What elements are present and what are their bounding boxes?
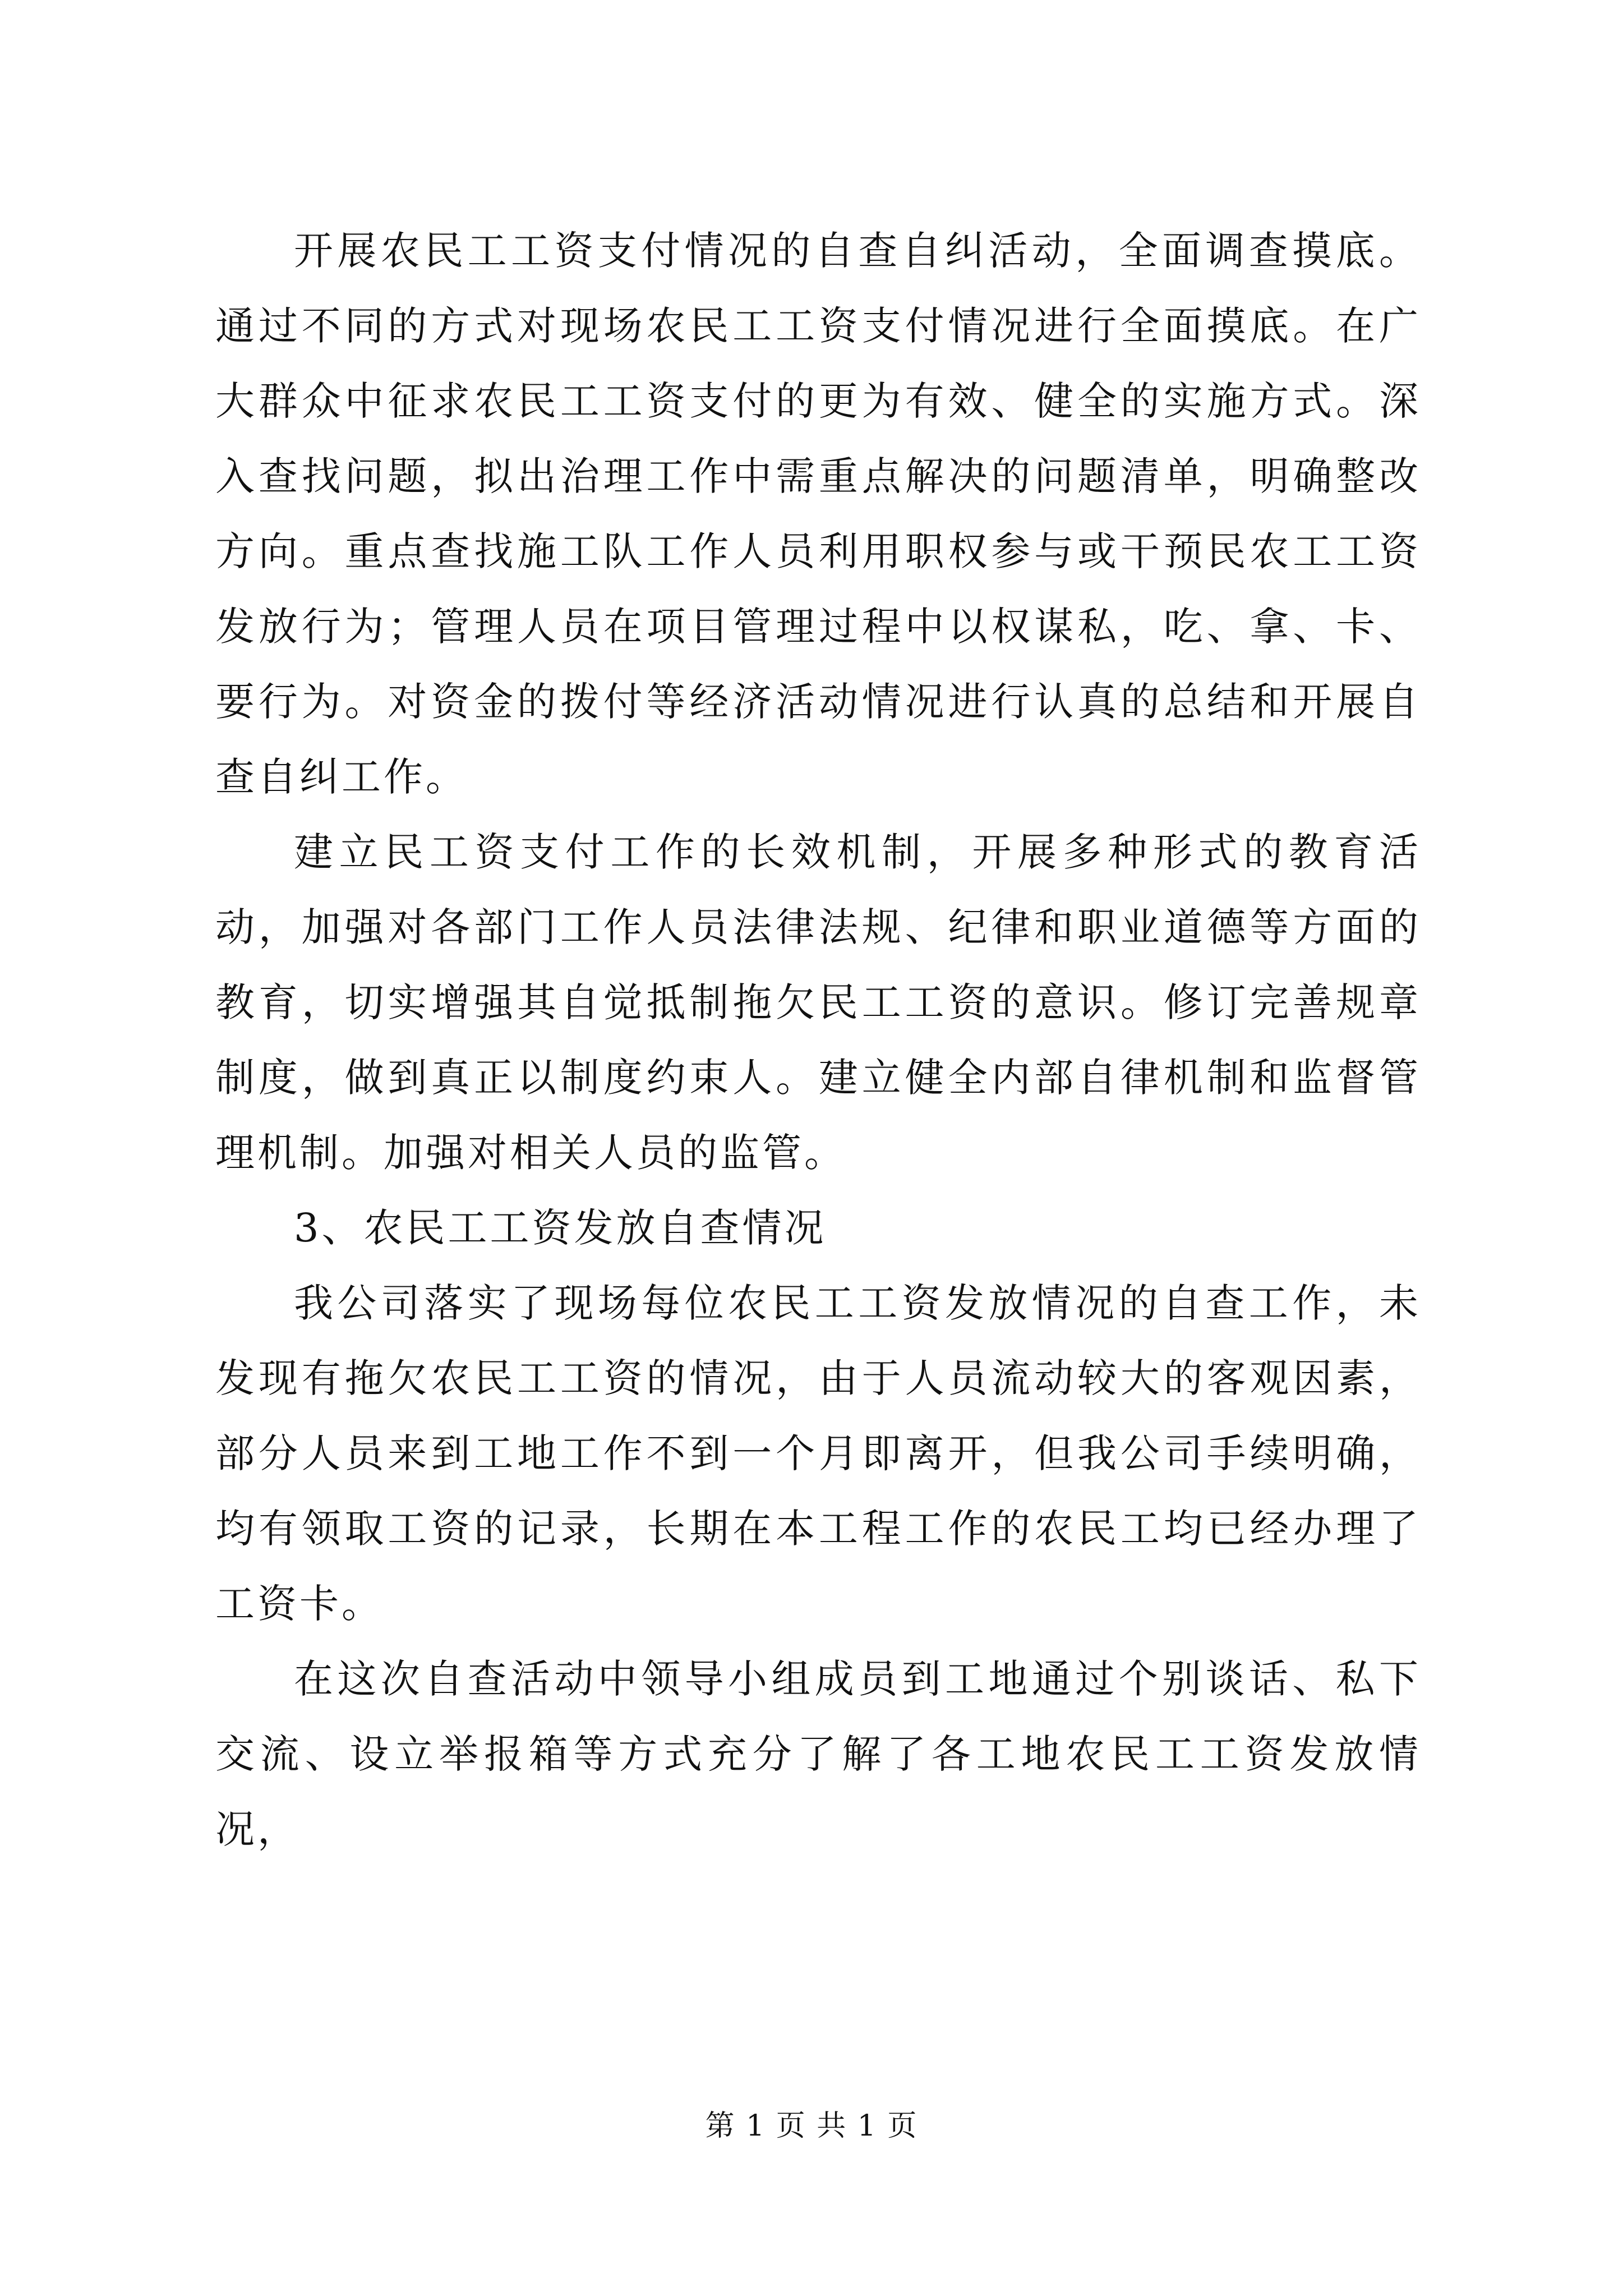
page-footer: 第 1 页 共 1 页 <box>705 2109 918 2143</box>
section-heading: 3、农民工工资发放自查情况 <box>294 1205 827 1251</box>
paragraph-wage-status: 我公司落实了现场每位农民工工资发放情况的自查工作，未发现有拖欠农民工工资的情况，由于人员流动较大的客观因素，部分人员来到工地工作不到一个月即离开，但我公司手续明确，均有领取工资的记录，长期在本工程工作的农民工均已经办理了工资卡。 <box>215 1280 1421 1627</box>
paragraph-leadership-visit: 在这次自查活动中领导小组成员到工地通过个别谈话、私下交流、设立举报箱等方式充分了解了各工地农民工工资发放情况， <box>215 1656 1421 1852</box>
document-body <box>215 213 1421 1867</box>
paragraph-long-term-mechanism: 建立民工资支付工作的长效机制，开展多种形式的教育活动，加强对各部门工作人员法律法规、纪律和职业道德等方面的教育，切实增强其自觉抵制拖欠民工工资的意识。修订完善规章制度，做到真正以制度约束人。建立健全内部自律机制和监督管理机制。加强对相关人员的监管。 <box>215 829 1421 1176</box>
paragraph-self-inspection: 开展农民工工资支付情况的自查自纠活动，全面调查摸底。通过不同的方式对现场农民工工资支付情况进行全面摸底。在广大群众中征求农民工工资支付的更为有效、健全的实施方式。深入查找问题，拟出治理工作中需重点解决的问题清单，明确整改方向。重点查找施工队工作人员利用职权参与或干预民农工工资发放行为；管理人员在项目管理过程中以权谋私，吃、拿、卡、要行为。对资金的拨付等经济活动情况进行认真的总结和开展自查自纠工作。 <box>215 228 1421 800</box>
